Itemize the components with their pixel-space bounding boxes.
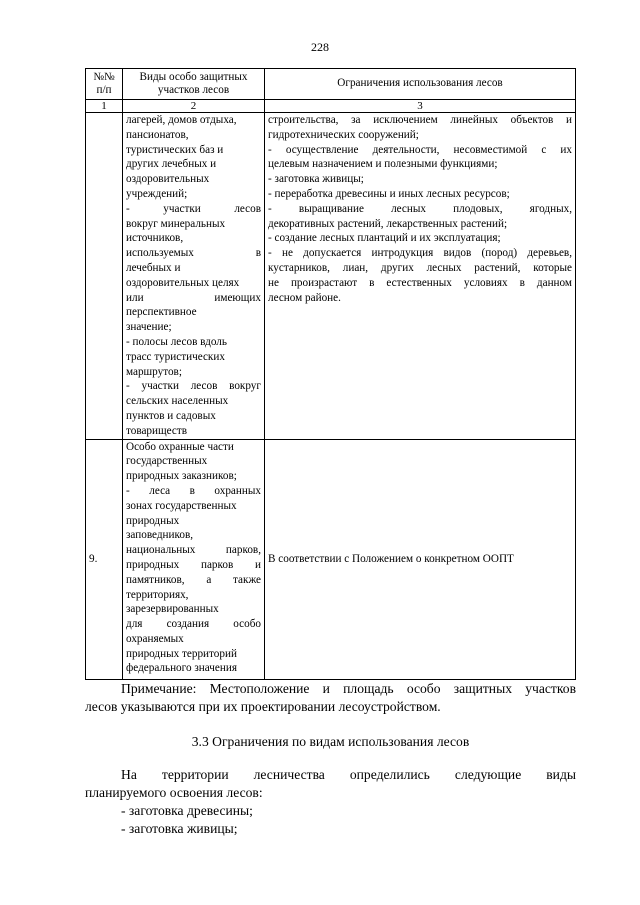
cell-line: товариществ xyxy=(126,424,188,437)
restrictions-table xyxy=(85,68,576,680)
cell-line: - выращивание лесных плодовых, ягодных, xyxy=(268,202,572,215)
cell-line: памятников, а также xyxy=(126,573,261,586)
cell-line: Особо охранные части xyxy=(126,440,234,453)
paragraph-line: планируемого освоения лесов: xyxy=(85,785,263,800)
cell-line: природных заказников; xyxy=(126,470,237,483)
table-header-row xyxy=(86,69,576,100)
plot-types-cell xyxy=(123,439,265,679)
list-item: - заготовка живицы; xyxy=(121,821,238,836)
plot-types-cell xyxy=(123,113,265,440)
cell-line: пунктов и садовых xyxy=(126,409,216,422)
cell-line: природных xyxy=(126,514,180,527)
list-item: - заготовка древесины; xyxy=(121,803,253,818)
row-number xyxy=(86,113,123,440)
table-row xyxy=(86,113,576,440)
cell-line: перспективное xyxy=(126,306,197,319)
cell-line: зонах государственных xyxy=(126,499,237,512)
cell-line: - участки лесов xyxy=(126,202,261,215)
cell-line: - создание лесных плантаций и их эксплуатация; xyxy=(268,232,501,245)
cell-line: туристических баз и xyxy=(126,143,224,156)
cell-line: лагерей, домов отдыха, xyxy=(126,114,237,126)
cell-line: - полосы лесов вдоль xyxy=(126,335,227,348)
row-number: 9. xyxy=(86,439,123,679)
cell-line: или имеющих xyxy=(126,291,261,304)
cell-line: зарезервированных xyxy=(126,603,219,616)
cell-line: пансионатов, xyxy=(126,128,189,141)
note-line: Примечание: Местоположение и площадь особо защитных участков xyxy=(121,681,576,696)
cell-line: источников, xyxy=(126,232,184,245)
cell-line: оздоровительных целях xyxy=(126,276,240,289)
cell-line: - переработка древесины и иных лесных ресурсов; xyxy=(268,187,510,200)
table-note xyxy=(85,680,576,716)
cell-line: лесном районе. xyxy=(268,291,341,304)
cell-line: территориях, xyxy=(126,588,189,601)
cell-line: - заготовка живицы; xyxy=(268,173,364,186)
paragraph-line: На территории лесничества определились следующие виды xyxy=(121,767,576,782)
header-number: №№ п/п xyxy=(86,69,123,100)
cell-line: строительства, за исключением линейных объектов и xyxy=(268,114,572,126)
cell-line: лечебных и xyxy=(126,261,181,274)
cell-line: национальных парков, xyxy=(126,544,261,557)
header-plot-types: Виды особо защитных участков лесов xyxy=(123,69,265,100)
cell-line: сельских населенных xyxy=(126,395,229,408)
cell-line: гидротехнических сооружений; xyxy=(268,128,419,141)
cell-line: оздоровительных xyxy=(126,173,210,186)
cell-line: используемых в xyxy=(126,247,261,260)
cell-line: заповедников, xyxy=(126,529,194,542)
cell-line: - не допускается интродукция видов (пород) деревьев, xyxy=(268,247,572,260)
column-number: 2 xyxy=(123,100,265,113)
cell-line: целевым назначением и полезными функциями; xyxy=(268,158,498,171)
cell-line: кустарников, лиан, других лесных растений, которые xyxy=(268,261,572,274)
cell-line: охраняемых xyxy=(126,632,184,645)
cell-line: - осуществление деятельности, несовместимой с их xyxy=(268,143,572,156)
cell-line: для создания особо xyxy=(126,618,261,631)
restrictions-cell: В соответствии с Положением о конкретном ООПТ xyxy=(265,439,576,679)
cell-line: вокруг минеральных xyxy=(126,217,226,230)
cell-line: декоративных растений, лекарственных растений; xyxy=(268,217,508,230)
cell-line: природных территорий xyxy=(126,647,237,660)
cell-line: не произрастают в естественных условиях в данном xyxy=(268,276,572,289)
cell-line: маршрутов; xyxy=(126,365,182,378)
page-number: 228 xyxy=(311,40,329,54)
cell-line: трасс туристических xyxy=(126,350,225,363)
cell-line: других лечебных и xyxy=(126,158,217,171)
section-heading: 3.3 Ограничения по видам использования лесов xyxy=(191,734,470,749)
cell-line: - леса в охранных xyxy=(126,484,261,497)
header-restrictions: Ограничения использования лесов xyxy=(265,69,576,100)
section-paragraph xyxy=(85,766,576,838)
column-number: 1 xyxy=(86,100,123,113)
cell-line: федерального значения xyxy=(126,662,237,675)
table-row xyxy=(86,439,576,679)
cell-line: - участки лесов вокруг xyxy=(126,380,261,393)
cell-line: государственных xyxy=(126,455,208,468)
cell-line: природных парков и xyxy=(126,558,261,571)
column-number-row xyxy=(86,100,576,113)
column-number: 3 xyxy=(265,100,576,113)
cell-line: значение; xyxy=(126,321,172,334)
restrictions-cell xyxy=(265,113,576,440)
cell-line: учреждений; xyxy=(126,187,188,200)
note-line: лесов указываются при их проектировании лесоустройством. xyxy=(85,699,441,714)
